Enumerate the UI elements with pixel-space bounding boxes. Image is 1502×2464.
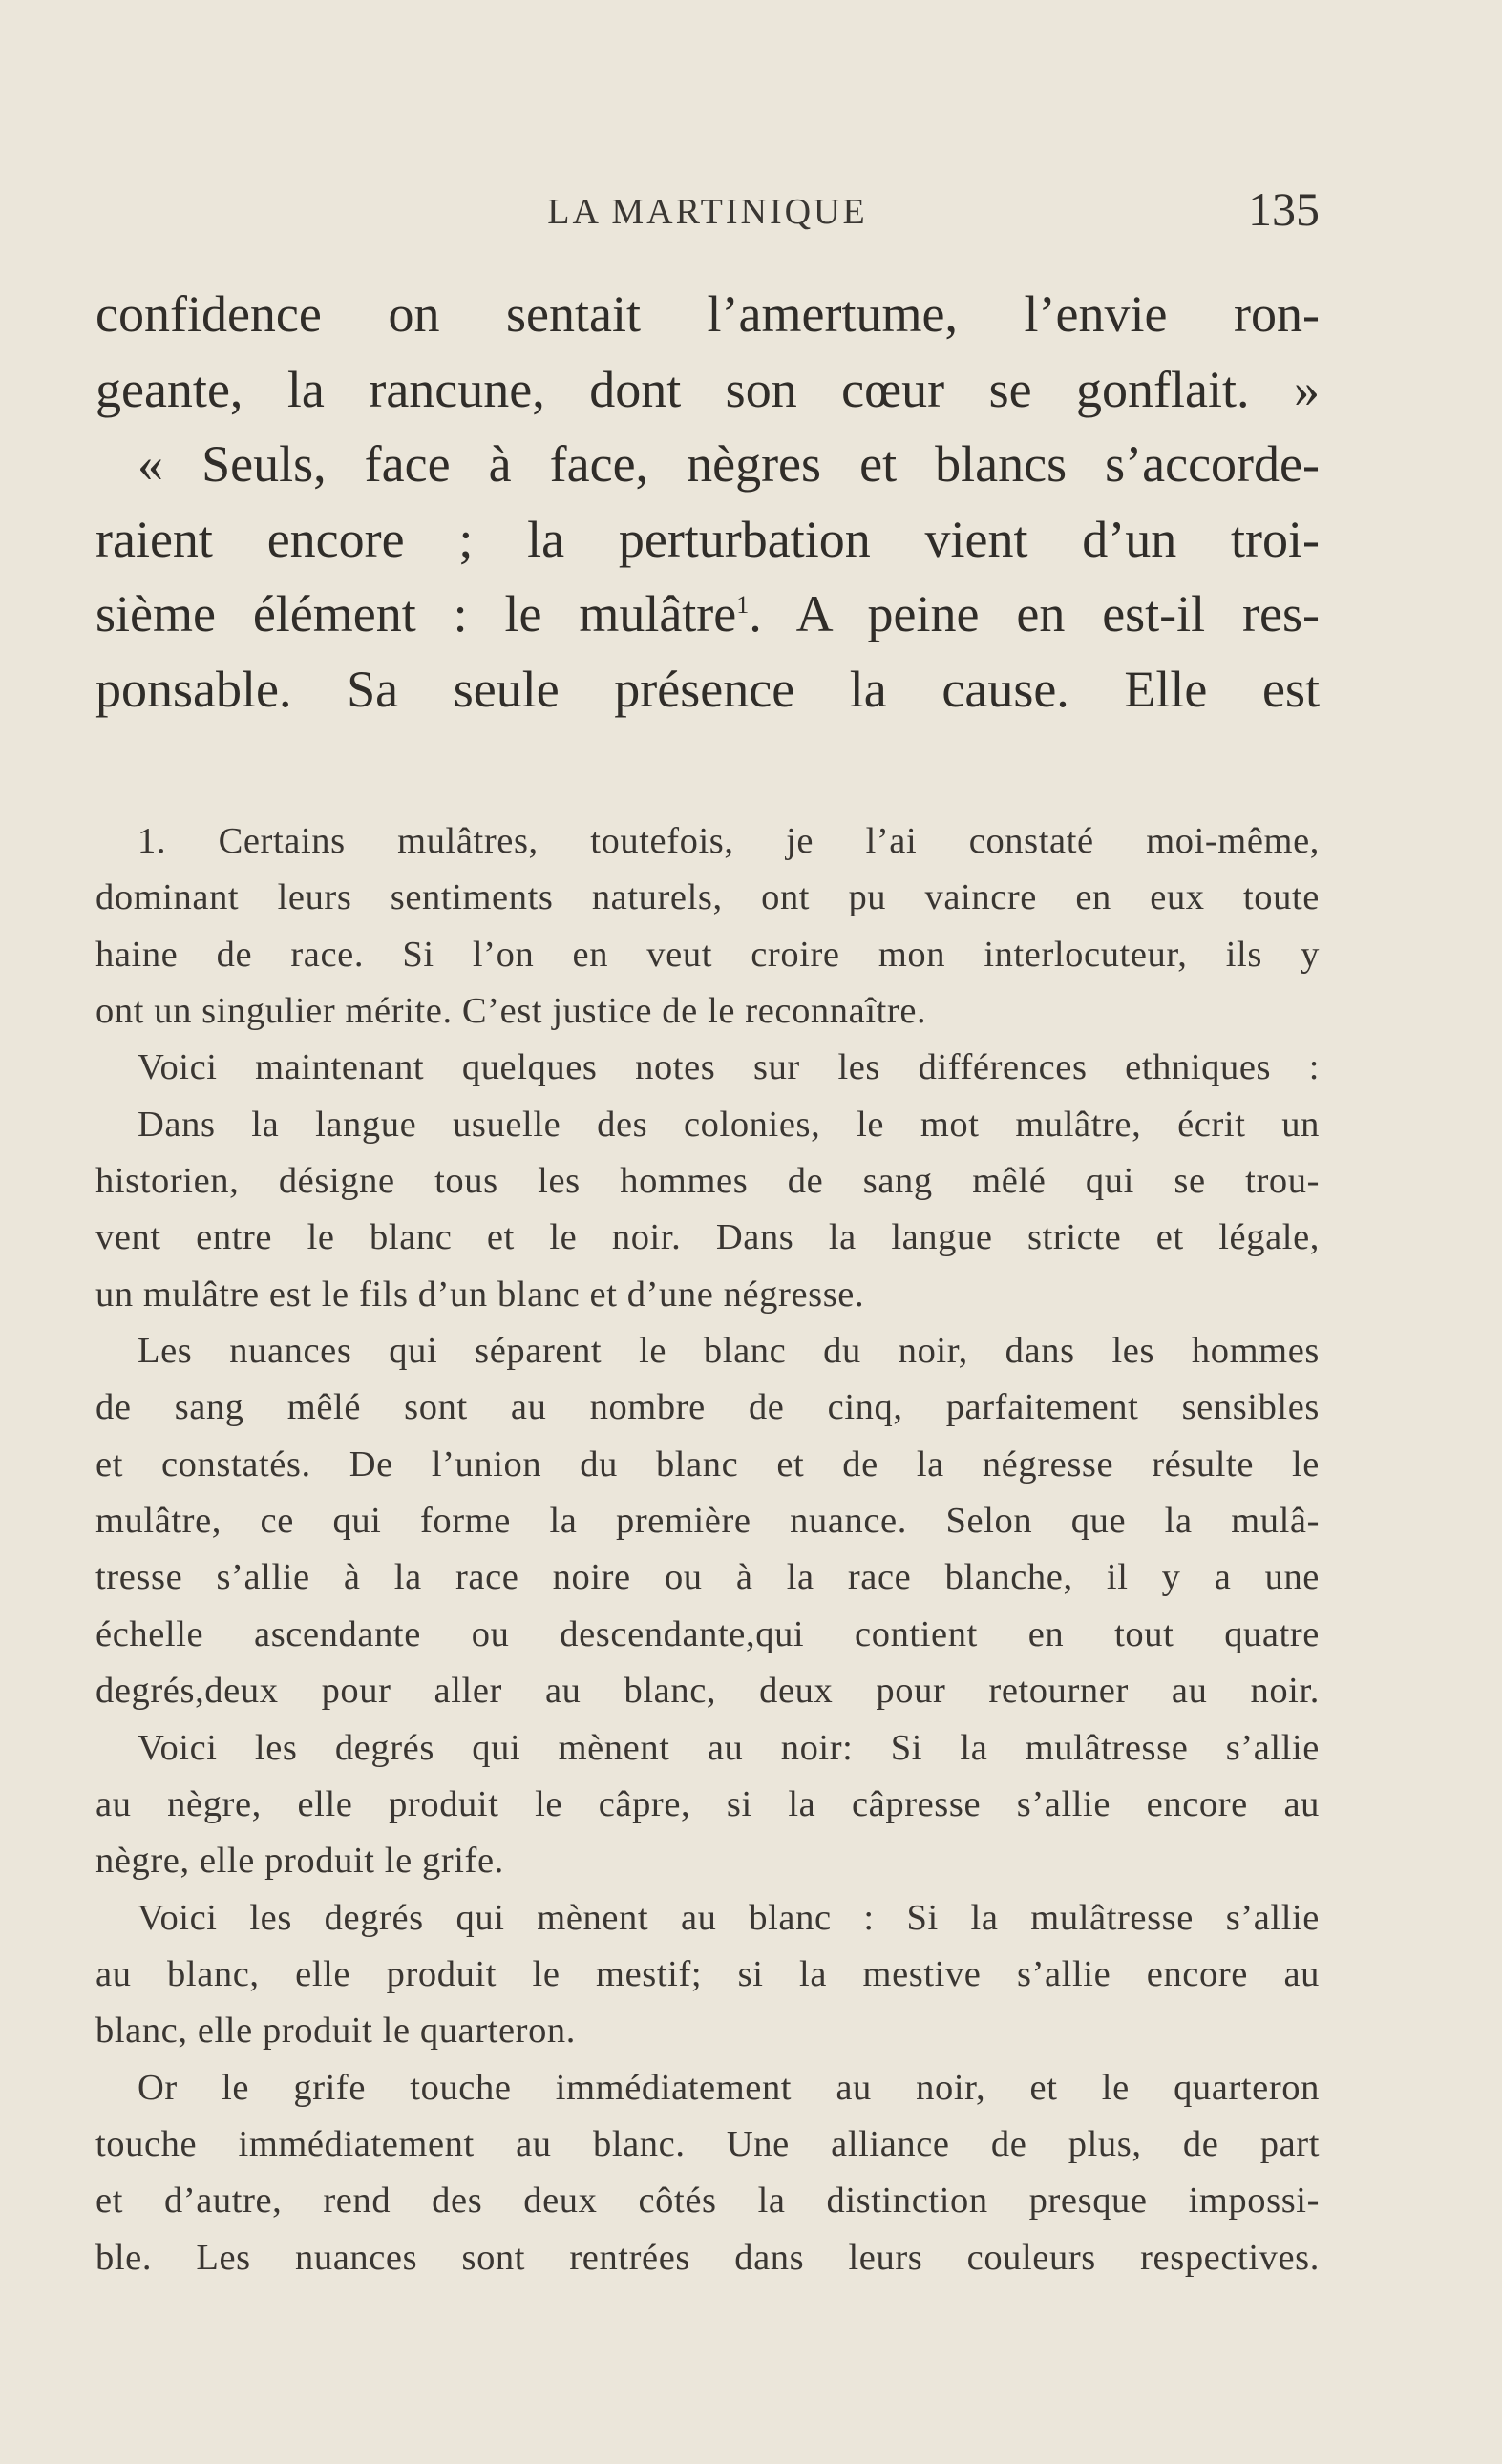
main-text [95, 277, 1320, 727]
text-line [95, 577, 1320, 652]
footnote-line: Les nuances qui séparent le blanc du noir, dans les hommes [138, 1331, 1320, 1372]
text-segment: sième élément : le mulâtre [95, 585, 737, 642]
footnote-line: ont un singulier mérite. C’est justice de le reconnaître. [95, 991, 927, 1032]
footnote-line: nègre, elle produit le grife. [95, 1841, 504, 1882]
page-header [95, 181, 1320, 248]
footnote-line: ble. Les nuances sont rentrées dans leurs couleurs respectives. [95, 2237, 1320, 2278]
footnote-line: blanc, elle produit le quarteron. [95, 2011, 577, 2052]
footnote-line: Voici les degrés qui mènent au blanc : Si la mulâtresse s’allie [138, 1897, 1320, 1938]
text-line: « Seuls, face à face, nègres et blancs s’accorde- [138, 435, 1320, 493]
footnote-line: de sang mêlé sont au nombre de cinq, parfaitement sensibles [95, 1387, 1320, 1428]
footnote-line: degrés,deux pour aller au blanc, deux pour retourner au noir. [95, 1671, 1320, 1712]
text-segment: . A peine en est-il res- [749, 585, 1320, 642]
footnote-line: mulâtre, ce qui forme la première nuance. Selon que la mulâ- [95, 1501, 1320, 1542]
footnote-line: Dans la langue usuelle des colonies, le mot mulâtre, écrit un [138, 1104, 1320, 1145]
footnote-line: au nègre, elle produit le câpre, si la câpresse s’allie encore au [95, 1783, 1320, 1824]
footnote-reference: 1 [736, 591, 750, 619]
footnote-line: et d’autre, rend des deux côtés la distinction presque impossi- [95, 2180, 1320, 2222]
footnote-line: au blanc, elle produit le mestif; si la mestive s’allie encore au [95, 1953, 1320, 1994]
footnote [95, 813, 1320, 2286]
footnote-line: haine de race. Si l’on en veut croire mon interlocuteur, ils y [95, 934, 1320, 975]
running-title: LA MARTINIQUE [547, 192, 868, 232]
text-line: ponsable. Sa seule présence la cause. Elle est [95, 660, 1320, 718]
text-line: geante, la rancune, dont son cœur se gonflait. » [95, 360, 1320, 418]
footnote-line: historien, désigne tous les hommes de sang mêlé qui se trou- [95, 1161, 1320, 1202]
footnote-line: tresse s’allie à la race noire ou à la race blanche, il y a une [95, 1557, 1320, 1598]
footnote-line: et constatés. De l’union du blanc et de la négresse résulte le [95, 1443, 1320, 1485]
footnote-line: échelle ascendante ou descendante,qui contient en tout quatre [95, 1613, 1320, 1654]
footnote-line: Voici maintenant quelques notes sur les différences ethniques : [138, 1047, 1320, 1088]
footnote-line: un mulâtre est le fils d’un blanc et d’une négresse. [95, 1274, 865, 1315]
footnote-line: vent entre le blanc et le noir. Dans la langue stricte et légale, [95, 1217, 1320, 1258]
footnote-line: Voici les degrés qui mènent au noir: Si la mulâtresse s’allie [138, 1727, 1320, 1768]
text-line: confidence on sentait l’amertume, l’envie ron- [95, 285, 1320, 343]
text-line: raient encore ; la perturbation vient d’un troi- [95, 510, 1320, 568]
page-number: 135 [1248, 182, 1320, 236]
footnote-line: Or le grife touche immédiatement au noir, et le quarteron [138, 2067, 1320, 2108]
footnote-line: 1. Certains mulâtres, toutefois, je l’ai constaté moi-même, [138, 821, 1320, 861]
footnote-line: dominant leurs sentiments naturels, ont pu vaincre en eux toute [95, 877, 1320, 918]
footnote-line: touche immédiatement au blanc. Une alliance de plus, de part [95, 2123, 1320, 2164]
